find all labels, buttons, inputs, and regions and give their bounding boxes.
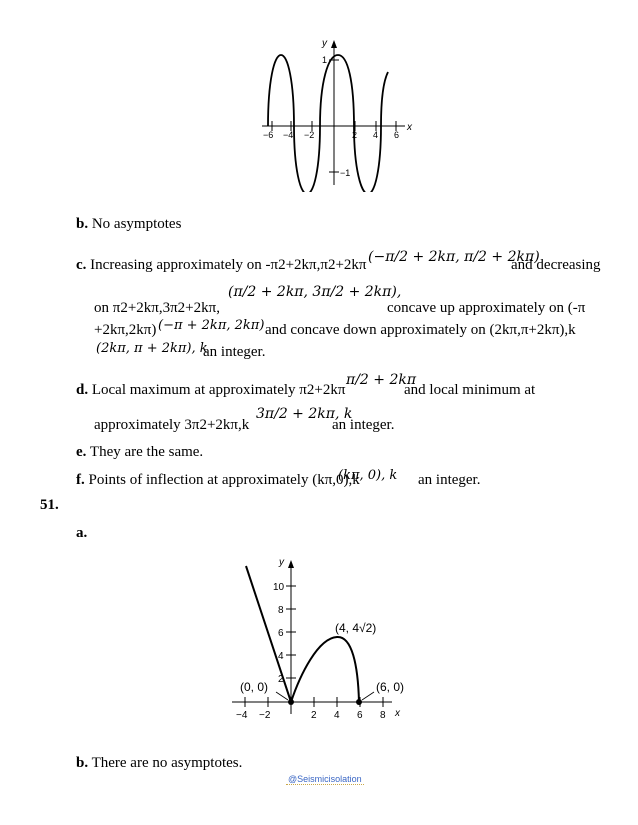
item-d-line2: approximately 3π2+2kπ,k	[94, 417, 250, 433]
graph1-ytick-1: 1	[322, 55, 328, 65]
item-c-line1-math: (−π/2 + 2kπ, π/2 + 2kπ)	[368, 249, 540, 265]
graph2-xtick: 2	[311, 710, 317, 721]
graph2-xtick: −4	[236, 710, 248, 721]
item-b-51: b. There are no asymptotes.	[76, 755, 243, 771]
graph2-x-label: x	[395, 708, 400, 719]
label-end-point: (6, 0)	[376, 680, 405, 694]
graph-oscillation	[245, 32, 425, 192]
point-end	[356, 699, 362, 705]
item-f-tail: an integer.	[418, 472, 481, 488]
y-axis-arrow	[331, 40, 337, 48]
graph1-xtick: −2	[304, 130, 315, 140]
item-c-line2-tail: concave up approximately on (-π	[387, 300, 586, 316]
graph-51a	[225, 548, 415, 728]
graph2-xtick: 8	[380, 710, 386, 721]
graph1-xtick: −4	[283, 130, 294, 140]
item-c-line2: on π2+2kπ,3π2+2kπ,	[94, 300, 220, 316]
item-b: b. No asymptotes	[76, 216, 182, 232]
arch-curve	[291, 637, 359, 702]
item-c-line3-math: (−π + 2kπ, 2kπ)	[158, 318, 265, 333]
problem-number: 51.	[40, 497, 59, 513]
item-c-line4-tail: an integer.	[203, 344, 266, 360]
item-d-line1-tail: and local minimum at	[404, 382, 536, 398]
item-f: f. Points of inflection at approximately (kπ,0),k	[76, 472, 360, 488]
item-d-line1: d. Local maximum at approximately π2+2kπ	[76, 382, 346, 398]
item-c-line3-tail: and concave down approximately on (2kπ,π+2kπ),k	[265, 322, 576, 338]
item-c-line1: c. Increasing approximately on -π2+2kπ,π2+2kπ	[76, 257, 367, 273]
graph2-ytick: 8	[278, 605, 284, 616]
graph1-x-label: x	[407, 122, 412, 133]
graph2-ytick: 10	[273, 582, 285, 593]
graph1-ytick-neg1: −1	[340, 168, 351, 178]
oscillation-curve	[268, 55, 388, 192]
graph1-xtick: 4	[373, 130, 379, 140]
label-origin: (0, 0)	[240, 680, 269, 694]
item-d-line2-tail: an integer.	[332, 417, 395, 433]
item-c-line1-tail: and decreasing	[511, 257, 601, 273]
graph2-ytick: 4	[278, 651, 284, 662]
item-f-math: (kπ, 0), k	[338, 468, 398, 483]
y-axis-arrow	[288, 560, 294, 568]
item-e: e. They are the same.	[76, 444, 204, 460]
item-c-line4-math: (2kπ, π + 2kπ), k	[96, 341, 208, 356]
item-d-line2-math: 3π/2 + 2kπ, k	[256, 406, 353, 422]
graph2-xtick: 4	[334, 710, 340, 721]
watermark: @Seismicisolation	[288, 774, 362, 784]
graph2-ytick: 6	[278, 628, 284, 639]
graph2-ytick: 2	[278, 674, 284, 685]
graph1-y-label: y	[322, 38, 327, 49]
graph2-xtick: −2	[259, 710, 271, 721]
graph1-xtick: 2	[352, 130, 358, 140]
graph2-xtick: 6	[357, 710, 363, 721]
label-max-point: (4, 4√2)	[335, 621, 377, 635]
graph1-xtick: 6	[394, 130, 400, 140]
graph2-y-label: y	[279, 557, 284, 568]
item-c-line2-math: (π/2 + 2kπ, 3π/2 + 2kπ),	[228, 284, 402, 300]
point-origin	[288, 699, 294, 705]
item-a-label: a.	[76, 525, 88, 541]
item-c-line3: +2kπ,2kπ)	[94, 322, 157, 338]
item-d-line1-math: π/2 + 2kπ	[346, 372, 417, 388]
graph1-xtick: −6	[263, 130, 274, 140]
